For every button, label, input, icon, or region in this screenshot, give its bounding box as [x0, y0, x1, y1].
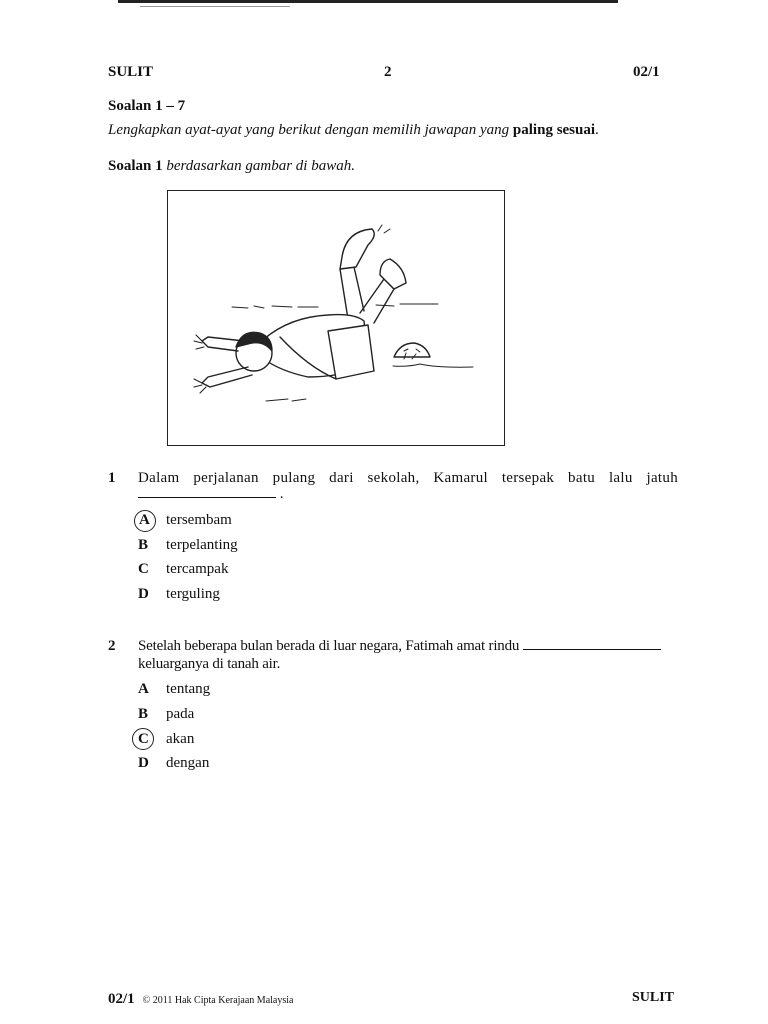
instruction-text: Lengkapkan ayat-ayat yang berikut dengan memilih jawapan yang — [108, 122, 510, 138]
q2-option-a-text[interactable]: tentang — [166, 681, 211, 697]
top-rule-faint — [140, 6, 290, 7]
q1-option-a-letter[interactable]: A — [139, 512, 150, 528]
footer-copyright: © 2011 Hak Cipta Kerajaan Malaysia — [142, 995, 294, 1006]
answer-blank — [138, 486, 276, 498]
question-2-line-2: keluarganya di tanah air. — [138, 656, 281, 672]
q2-option-b-text[interactable]: pada — [166, 706, 195, 722]
paper-code: 02/1 — [633, 64, 660, 80]
footer-left — [108, 990, 293, 1008]
question-1-end: . — [279, 486, 284, 502]
footer-classification: SULIT — [632, 990, 675, 1005]
q2-option-c-text[interactable]: akan — [166, 731, 195, 747]
q1-option-b-letter[interactable]: B — [138, 537, 149, 553]
section-title: Soalan 1 – 7 — [108, 98, 186, 114]
question-1-answer-line — [138, 486, 284, 503]
answer-blank — [523, 638, 661, 650]
q2-option-c-letter[interactable]: C — [138, 731, 149, 747]
q1-option-d-letter[interactable]: D — [138, 586, 149, 602]
question-2-text: Setelah beberapa bulan berada di luar negara, Fatimah amat rindu — [138, 638, 520, 654]
question-2-line-1 — [138, 638, 661, 655]
q1-option-a-text[interactable]: tersembam — [166, 512, 232, 528]
instruction-emphasis: paling sesuai — [512, 122, 596, 138]
q2-option-d-letter[interactable]: D — [138, 755, 149, 771]
top-rule — [118, 0, 618, 3]
page-number: 2 — [384, 64, 392, 80]
illustration-frame — [167, 190, 505, 446]
question-2-number: 2 — [108, 638, 116, 654]
q1-option-c-letter[interactable]: C — [138, 561, 149, 577]
footer-code: 02/1 — [108, 991, 135, 1007]
q2-option-b-letter[interactable]: B — [138, 706, 149, 722]
q2-option-d-text[interactable]: dengan — [166, 755, 210, 771]
instruction-end: . — [595, 122, 599, 138]
question-reference-label: Soalan 1 — [108, 158, 163, 174]
header-classification: SULIT — [108, 64, 154, 80]
q2-option-a-letter[interactable]: A — [138, 681, 149, 697]
instruction — [108, 122, 599, 139]
boy-falling-illustration — [168, 191, 504, 445]
q1-option-c-text[interactable]: tercampak — [166, 561, 229, 577]
question-1-text: Dalam perjalanan pulang dari sekolah, Kamarul tersepak batu lalu jatuh — [138, 470, 678, 486]
question-1-number: 1 — [108, 470, 116, 486]
question-reference — [108, 158, 355, 175]
q1-option-d-text[interactable]: terguling — [166, 586, 220, 602]
q1-option-b-text[interactable]: terpelanting — [166, 537, 238, 553]
question-reference-text: berdasarkan gambar di bawah. — [166, 158, 355, 174]
